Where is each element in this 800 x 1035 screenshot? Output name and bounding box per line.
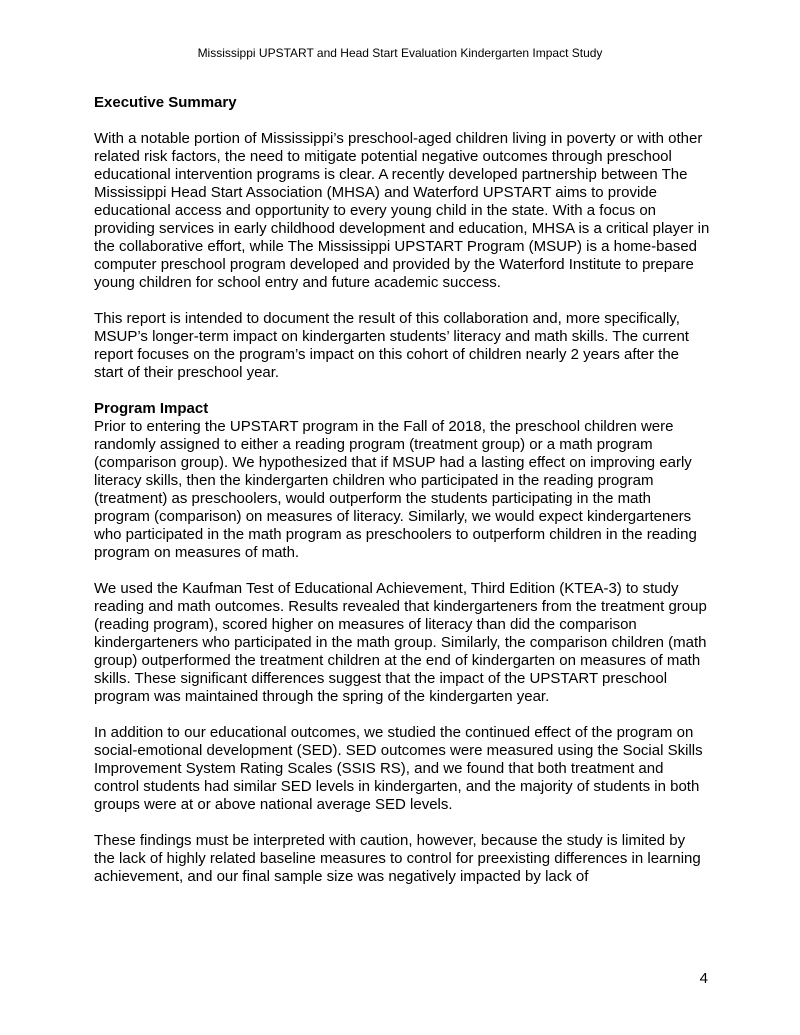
program-impact-paragraph-1: Prior to entering the UPSTART program in the Fall of 2018, the preschool children were randomly assigned to either a reading program (treatment group) or a math program (comparison group). We hypothesized that if MSUP had a lasting effect on improving early literacy skills, then the kindergarten children who participated in the reading program (treatment) as preschoolers, would outperform the students participating in the math program (comparison) on measures of literacy. Similarly, we would expect kindergarteners who participated in the math program as preschoolers to outperform children in the reading program on measures of math. xyxy=(94,418,697,561)
program-impact-paragraph-4: These findings must be interpreted with caution, however, because the study is limited by the lack of highly related baseline measures to control for preexisting differences in learning achievement, and our final sample size was negatively impacted by lack of xyxy=(94,832,701,885)
executive-summary-paragraph-2: This report is intended to document the result of this collaboration and, more specifically, MSUP’s longer-term impact on kindergarten students’ literacy and math skills. The current report focuses on the program’s impact on this cohort of children nearly 2 years after the start of their preschool year. xyxy=(94,310,689,381)
program-impact-heading: Program Impact xyxy=(94,400,209,417)
heading-spacer xyxy=(94,112,710,130)
executive-summary-heading: Executive Summary xyxy=(94,94,237,111)
page-number: 4 xyxy=(699,970,708,987)
program-impact-paragraph-2: We used the Kaufman Test of Educational Achievement, Third Edition (KTEA-3) to study reading and math outcomes. Results revealed that kindergarteners from the treatment group (reading program), scored higher on measures of literacy than did the comparison kindergarteners who participated in the math group. Similarly, the comparison children (math group) outperformed the treatment children at the end of kindergarten on measures of math skills. These significant differences suggest that the impact of the UPSTART preschool program was maintained through the spring of the kindergarten year. xyxy=(94,580,707,705)
program-impact-paragraph-3: In addition to our educational outcomes, we studied the continued effect of the program on social-emotional development (SED). SED outcomes were measured using the Social Skills Improvement System Rating Scales (SSIS RS), and we found that both treatment and control students had similar SED levels in kindergarten, and the majority of students in both groups were at or above national average SED levels. xyxy=(94,724,703,813)
executive-summary-paragraph-1: With a notable portion of Mississippi’s preschool-aged children living in poverty or with other related risk factors, the need to mitigate potential negative outcomes through preschool educational intervention programs is clear. A recently developed partnership between The Mississippi Head Start Association (MHSA) and Waterford UPSTART aims to provide educational access and opportunity to every young child in the state. With a focus on providing services in early childhood development and education, MHSA is a critical player in the collaborative effort, while The Mississippi UPSTART Program (MSUP) is a home-based computer preschool program developed and provided by the Waterford Institute to prepare young children for school entry and future academic success. xyxy=(94,130,710,291)
document-body xyxy=(94,94,710,904)
running-header: Mississippi UPSTART and Head Start Evaluation Kindergarten Impact Study xyxy=(197,46,603,60)
